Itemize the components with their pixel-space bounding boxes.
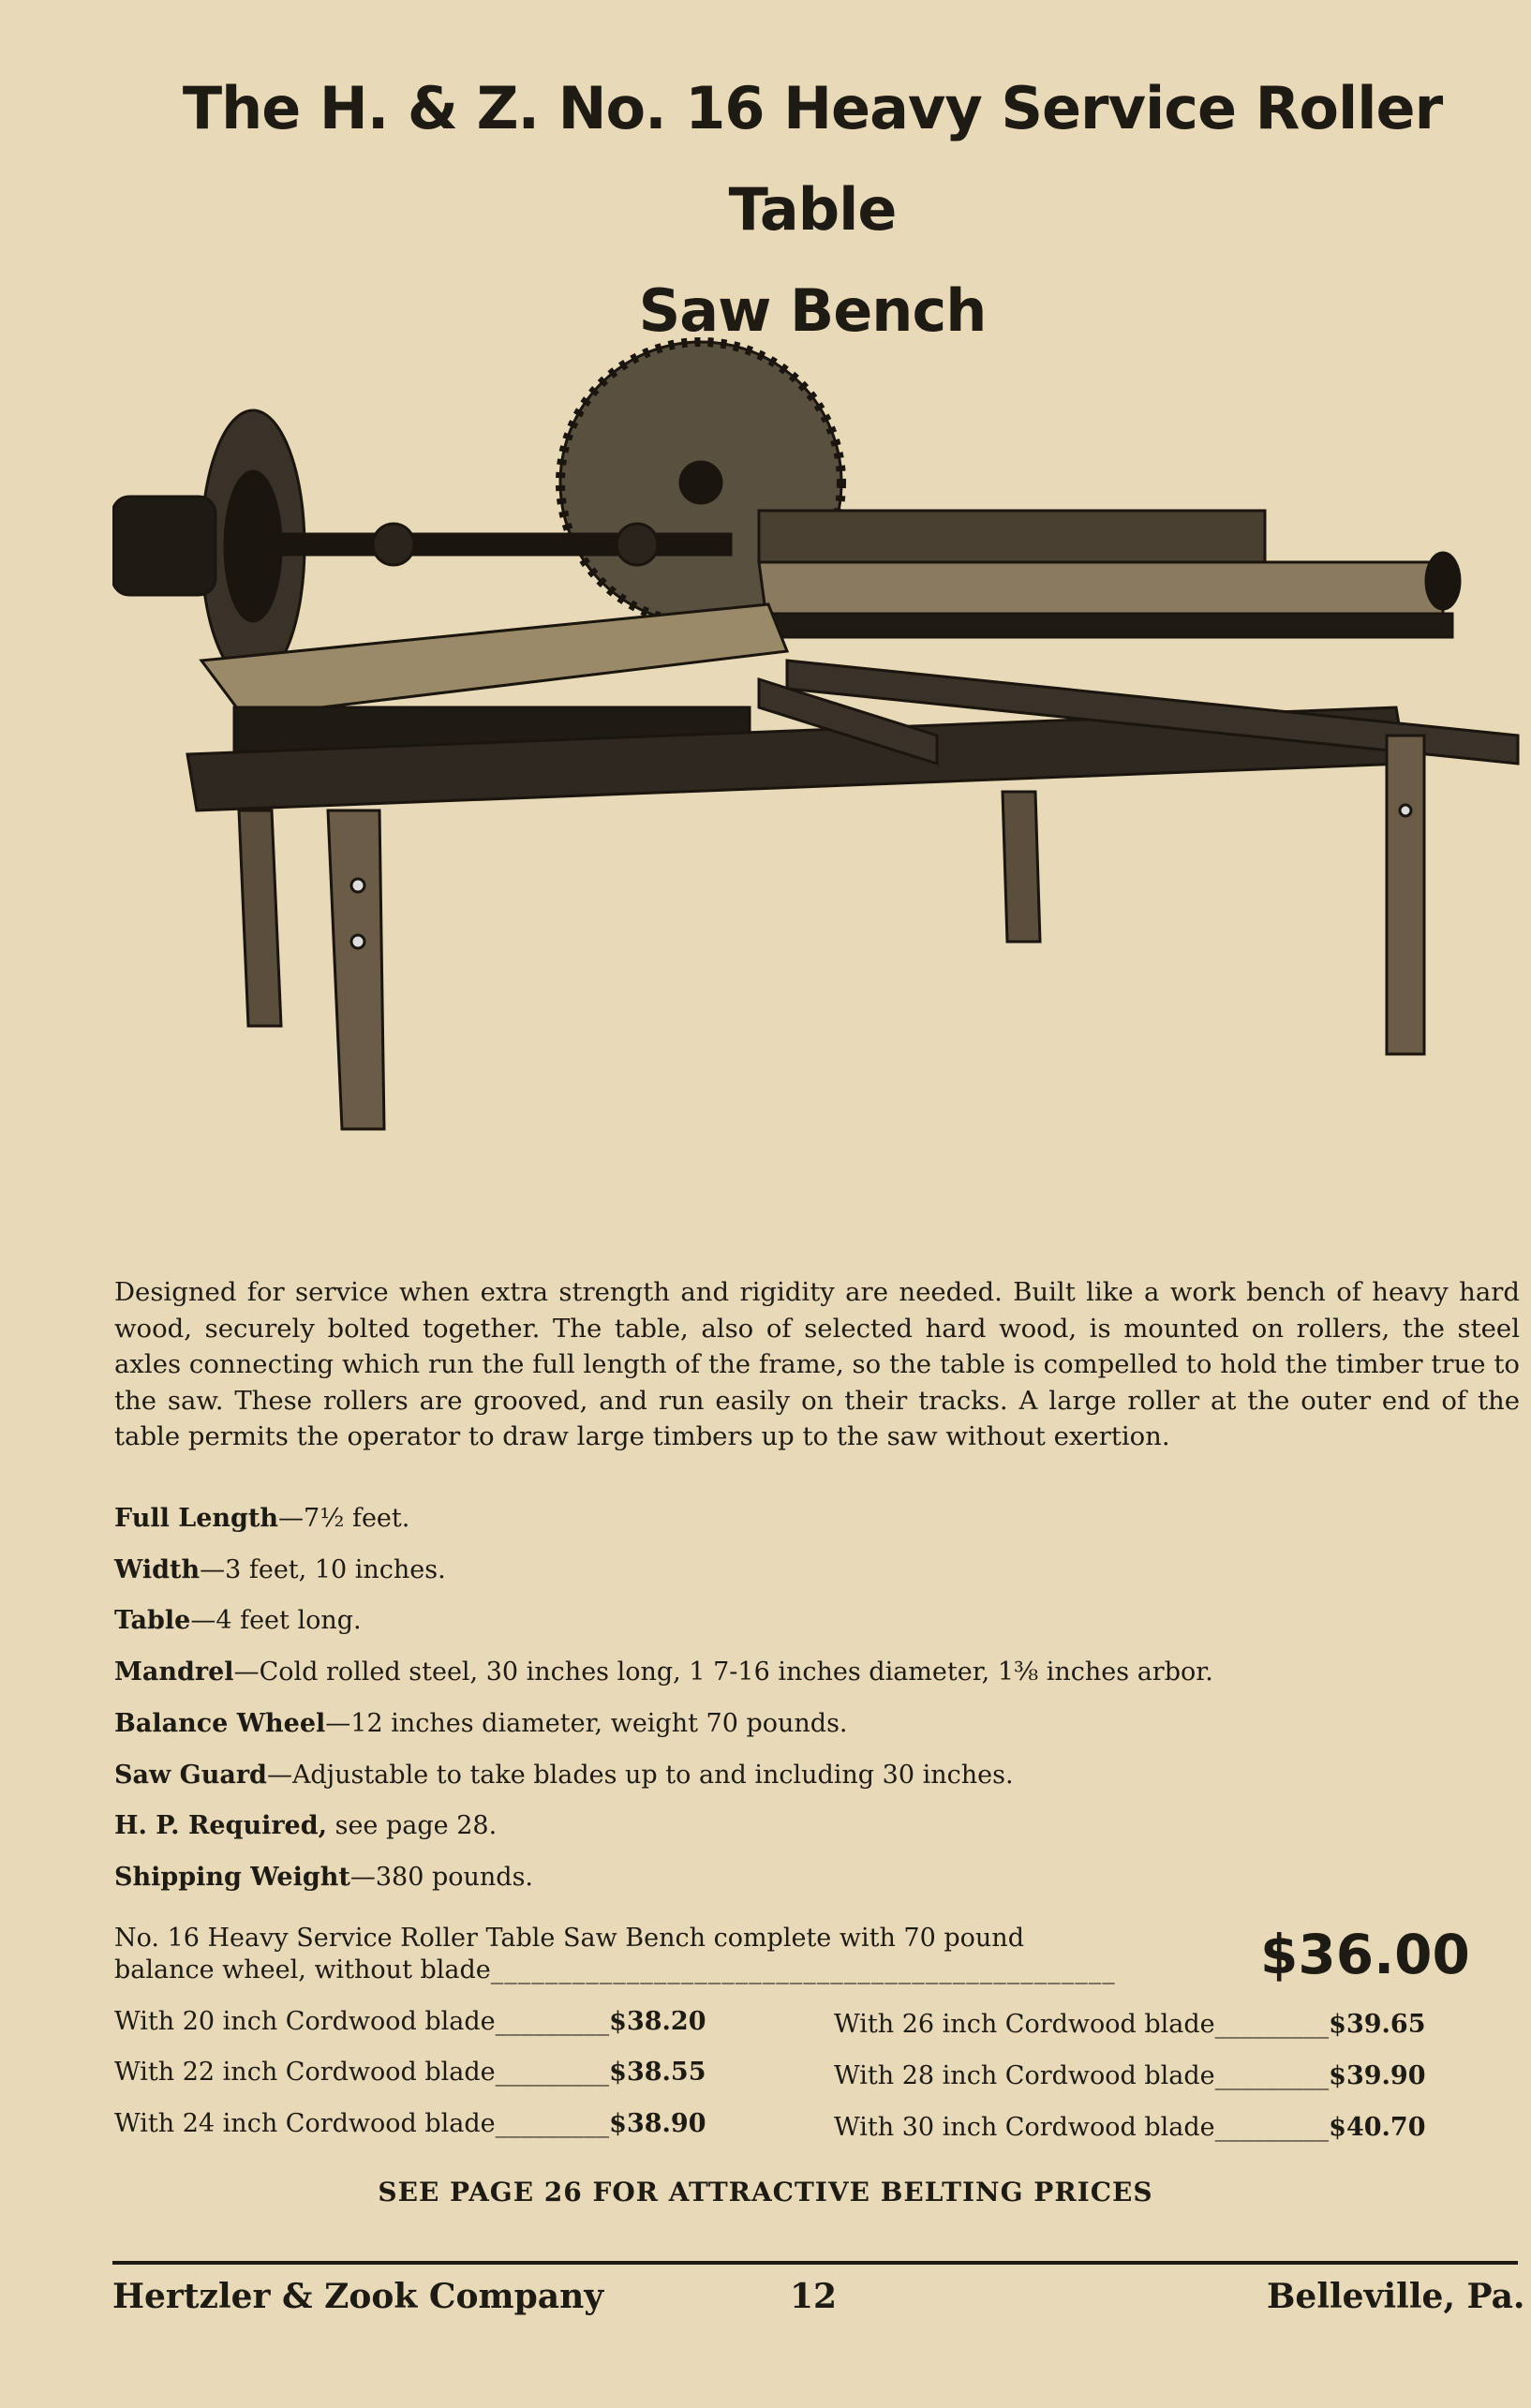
blade-option [834, 2113, 1426, 2142]
blade-price: $40.70 [1329, 2113, 1426, 2142]
spec-value: see page 28. [327, 1811, 498, 1840]
dotted-leader: _________ [495, 2007, 610, 2036]
dotted-leader: _________ [1214, 2010, 1330, 2039]
product-description: Designed for service when extra strength and rigidity are needed. Built like a work bench of heavy hard wood, securely bolted together. The table, also of selected hard wood, is mounted on rollers, the steel axles connecting which run the full length of the frame, so the table is compelled to hold the timber true to the saw. These rollers are grooved, and run easily on their tracks. A large roller at the outer end of the table permits the operator to draw large timbers up to the saw without exertion. [114, 1277, 1520, 1451]
spec-value: —Cold rolled steel, 30 inches long, 1 7-16 inches diameter, 1⅜ inches arbor. [233, 1657, 1213, 1687]
spec-shipping-weight [114, 1863, 533, 1892]
main-price: $36.00 [1260, 1923, 1470, 1986]
footer-rule [112, 2261, 1518, 2265]
spec-label: H. P. Required, [114, 1811, 328, 1840]
blade-option [834, 2010, 1426, 2039]
main-offer-line-1: No. 16 Heavy Service Roller Table Saw Bench complete with 70 pound [114, 1924, 1024, 1953]
spec-value: —7½ feet. [278, 1504, 410, 1533]
blade-price: $38.20 [609, 2007, 706, 2036]
spec-value: —3 feet, 10 inches. [200, 1555, 446, 1584]
blade-option [834, 2061, 1426, 2090]
spec-label: Full Length [114, 1504, 279, 1533]
spec-value: —380 pounds. [349, 1863, 534, 1892]
spec-full-length [114, 1504, 409, 1533]
spec-label: Saw Guard [114, 1761, 267, 1790]
blade-option [114, 2007, 706, 2036]
footer-company: Hertzler & Zook Company [112, 2277, 604, 2316]
spec-label: Shipping Weight [114, 1863, 350, 1892]
belting-note: SEE PAGE 26 FOR ATTRACTIVE BELTING PRICES [378, 2177, 1153, 2207]
spec-value: —4 feet long. [190, 1606, 362, 1635]
dotted-leader: _________ [495, 2109, 610, 2138]
blade-option [114, 2058, 706, 2087]
roller-table-saw-bench-illustration [112, 323, 1531, 1223]
blade-label: With 22 inch Cordwood blade [114, 2058, 496, 2087]
dotted-leader: _________ [495, 2058, 610, 2087]
spec-width [114, 1555, 446, 1584]
title-line-2: Saw Bench [638, 276, 987, 345]
spec-mandrel [114, 1657, 1213, 1687]
dotted-leader: ______________________________________________ [490, 1955, 1116, 1984]
blade-label: With 28 inch Cordwood blade [834, 2061, 1215, 2090]
spec-hp-required [114, 1811, 497, 1840]
footer-page-number: 12 [790, 2277, 838, 2316]
blade-price: $39.65 [1329, 2010, 1426, 2039]
main-offer-line-2: balance wheel, without blade [114, 1955, 491, 1984]
spec-label: Balance Wheel [114, 1709, 326, 1738]
blade-label: With 30 inch Cordwood blade [834, 2113, 1215, 2142]
spec-balance-wheel [114, 1709, 848, 1738]
blade-label: With 24 inch Cordwood blade [114, 2109, 496, 2138]
spec-label: Width [114, 1555, 201, 1584]
blade-label: With 26 inch Cordwood blade [834, 2010, 1215, 2039]
blade-label: With 20 inch Cordwood blade [114, 2007, 496, 2036]
spec-saw-guard [114, 1761, 1014, 1790]
blade-price: $38.55 [609, 2058, 706, 2087]
spec-value: —12 inches diameter, weight 70 pounds. [325, 1709, 848, 1738]
dotted-leader: _________ [1214, 2113, 1330, 2142]
spec-label: Table [114, 1606, 191, 1635]
blade-option [114, 2109, 706, 2138]
spec-table [114, 1606, 362, 1635]
spec-value: —Adjustable to take blades up to and including 30 inches. [266, 1761, 1014, 1790]
title-line-1: The H. & Z. No. 16 Heavy Service Roller Table [182, 74, 1443, 244]
page-title [94, 58, 1531, 362]
blade-price: $39.90 [1329, 2061, 1426, 2090]
main-offer-text [114, 1923, 1248, 1986]
footer-location: Belleville, Pa. [1267, 2277, 1525, 2316]
blade-price: $38.90 [609, 2109, 706, 2138]
spec-label: Mandrel [114, 1657, 234, 1687]
dotted-leader: _________ [1214, 2061, 1330, 2090]
